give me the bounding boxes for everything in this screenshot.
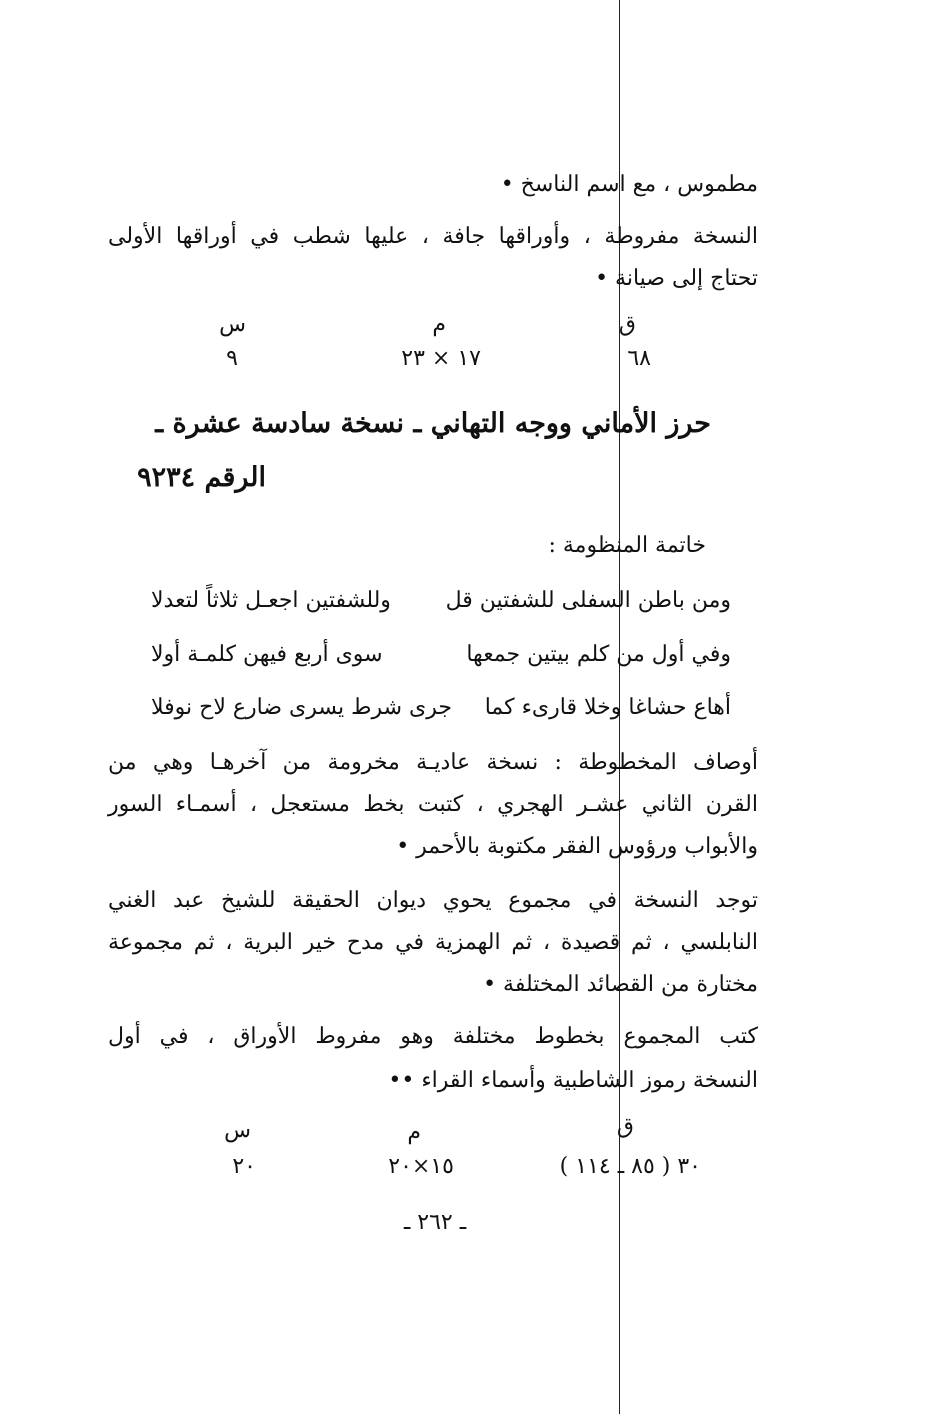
verse-1-first: ومن باطن السفلى للشفتين قل [445, 588, 731, 613]
table2-header-m: م [407, 1120, 421, 1145]
verse-3 [131, 693, 731, 723]
table1-value-m: ١٧ × ٢٣ [401, 346, 481, 371]
verse-1-second: وللشفتين اجعـل ثلاثاً لتعدلا [151, 588, 391, 613]
page-number: ـ ٢٦٢ ـ [403, 1210, 467, 1235]
table1-value-q: ٦٨ [627, 346, 651, 371]
verse-2 [131, 640, 731, 670]
paragraph2-line1: النسخة مفروطة ، وأوراقها جافة ، عليها شطب في أوراقها الأولى [108, 224, 758, 249]
table1-header-m: م [432, 312, 446, 337]
verse-2-first: وفي أول من كلم بيتين جمعها [466, 642, 731, 667]
description-line2: القرن الثاني عشـر الهجري ، كتبت بخط مستعجل ، أسمـاء السور [108, 792, 758, 817]
verse-3-first: أهاع حشاغا وخلا قارىء كما [484, 695, 731, 720]
collection-line1: توجد النسخة في مجموع يحوي ديوان الحقيقة للشيخ عبد الغني [108, 888, 758, 913]
writing-line1: كتب المجموع بخطوط مختلفة وهو مفروط الأوراق ، في أول [108, 1024, 758, 1049]
table2-header-q: ق [616, 1114, 634, 1139]
table2-header-s: س [224, 1118, 251, 1143]
verse-2-second: سوى أربع فيهن كلمـة أولا [151, 642, 383, 667]
description-line3: والأبواب ورؤوس الفقر مكتوبة بالأحمر • [396, 834, 758, 859]
poem-label: خاتمة المنظومة : [548, 533, 706, 558]
table1-header-q: ق [618, 312, 636, 337]
table1-value-s: ٩ [226, 346, 238, 371]
table1-header-s: س [219, 312, 246, 337]
table2-value-q: ٣٠ ( ٨٥ ـ ١١٤ ) [559, 1154, 701, 1179]
paragraph1-line1: مطموس ، مع اسم الناسخ • [500, 172, 758, 197]
verse-3-second: جرى شرط يسرى ضارع لاح نوفلا [151, 695, 452, 720]
writing-line2: النسخة رموز الشاطبية وأسماء القراء •• [388, 1068, 758, 1093]
section-number: الرقم ٩٢٣٤ [137, 462, 266, 493]
verse-1 [131, 586, 731, 616]
section-title: حرز الأماني ووجه التهاني ـ نسخة سادسة عشرة ـ [155, 408, 711, 439]
collection-line2: النابلسي ، ثم قصيدة ، ثم الهمزية في مدح خير البرية ، ثم مجموعة [108, 930, 758, 955]
paragraph2-line2: تحتاج إلى صيانة • [595, 266, 758, 291]
description-line1: أوصاف المخطوطة : نسخة عاديـة مخرومة من آخرهـا وهي من [108, 750, 758, 775]
collection-line3: مختارة من القصائد المختلفة • [483, 972, 758, 997]
table2-value-m: ١٥×٢٠ [388, 1154, 454, 1179]
table2-value-s: ٢٠ [232, 1154, 256, 1179]
